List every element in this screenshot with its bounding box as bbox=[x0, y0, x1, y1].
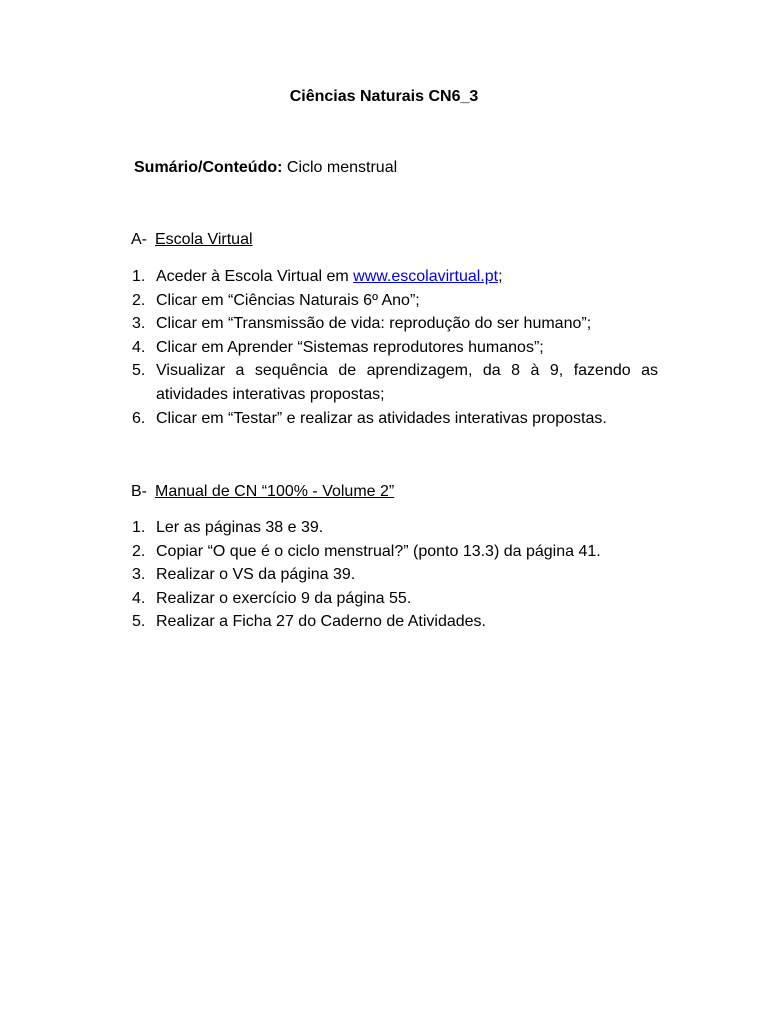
list-item-text: Clicar em “Transmissão de vida: reprodução do ser humano”; bbox=[156, 315, 592, 333]
list-item-number: 3. bbox=[132, 315, 146, 333]
list-item-text-before: Aceder à Escola Virtual em bbox=[156, 268, 354, 285]
list-item bbox=[132, 516, 658, 540]
list-item bbox=[132, 289, 658, 313]
section-letter: B- bbox=[131, 483, 147, 500]
list-item bbox=[132, 540, 658, 564]
section-a-list bbox=[132, 265, 658, 430]
escola-virtual-link[interactable]: www.escolavirtual.pt bbox=[353, 268, 499, 285]
summary-label: Sumário/Conteúdo: bbox=[134, 159, 283, 176]
section-title: Escola Virtual bbox=[155, 231, 253, 248]
list-item-number: 4. bbox=[132, 589, 146, 607]
list-item-text: Realizar o VS da página 39. bbox=[156, 566, 356, 584]
list-item-text-after: ; bbox=[498, 268, 503, 285]
list-item bbox=[132, 563, 658, 587]
list-item-number: 2. bbox=[132, 291, 146, 309]
document-title: Ciências Naturais CN6_3 bbox=[289, 88, 479, 105]
list-item-number: 5. bbox=[132, 613, 146, 631]
list-item-text: Clicar em “Testar” e realizar as atividades interativas propostas. bbox=[156, 409, 607, 427]
section-b-heading bbox=[131, 481, 394, 503]
list-item bbox=[132, 336, 658, 360]
list-item bbox=[132, 265, 658, 289]
section-title: Manual de CN “100% - Volume 2” bbox=[155, 483, 395, 500]
list-item bbox=[132, 587, 658, 611]
list-item-number: 5. bbox=[132, 362, 146, 380]
list-item-text: Ler as páginas 38 e 39. bbox=[156, 519, 324, 536]
section-letter: A- bbox=[131, 231, 147, 248]
list-item bbox=[132, 610, 658, 634]
list-item-text: Realizar a Ficha 27 do Caderno de Atividades. bbox=[156, 613, 486, 631]
list-item-number: 1. bbox=[132, 519, 146, 536]
list-item-number: 6. bbox=[132, 409, 146, 427]
list-item-text: Clicar em “Ciências Naturais 6º Ano”; bbox=[156, 291, 420, 309]
list-item-text: Visualizar a sequência de aprendizagem, da 8 à 9, fazendo as atividades interativas propostas; bbox=[156, 362, 658, 403]
list-item-number: 4. bbox=[132, 338, 146, 356]
section-a-heading bbox=[131, 229, 253, 251]
list-item bbox=[132, 359, 658, 406]
section-b-list bbox=[132, 516, 658, 634]
summary-value: Ciclo menstrual bbox=[286, 159, 398, 176]
list-item bbox=[132, 312, 658, 336]
list-item-text: Copiar “O que é o ciclo menstrual?” (ponto 13.3) da página 41. bbox=[156, 542, 601, 560]
list-item bbox=[132, 407, 658, 431]
list-item-text: Realizar o exercício 9 da página 55. bbox=[156, 589, 412, 607]
list-item-number: 3. bbox=[132, 566, 146, 584]
list-item-number: 2. bbox=[132, 542, 146, 560]
list-item-text bbox=[156, 265, 658, 289]
list-item-number: 1. bbox=[132, 268, 146, 285]
list-item-text: Clicar em Aprender “Sistemas reprodutores humanos”; bbox=[156, 338, 544, 356]
summary-line bbox=[134, 157, 397, 179]
